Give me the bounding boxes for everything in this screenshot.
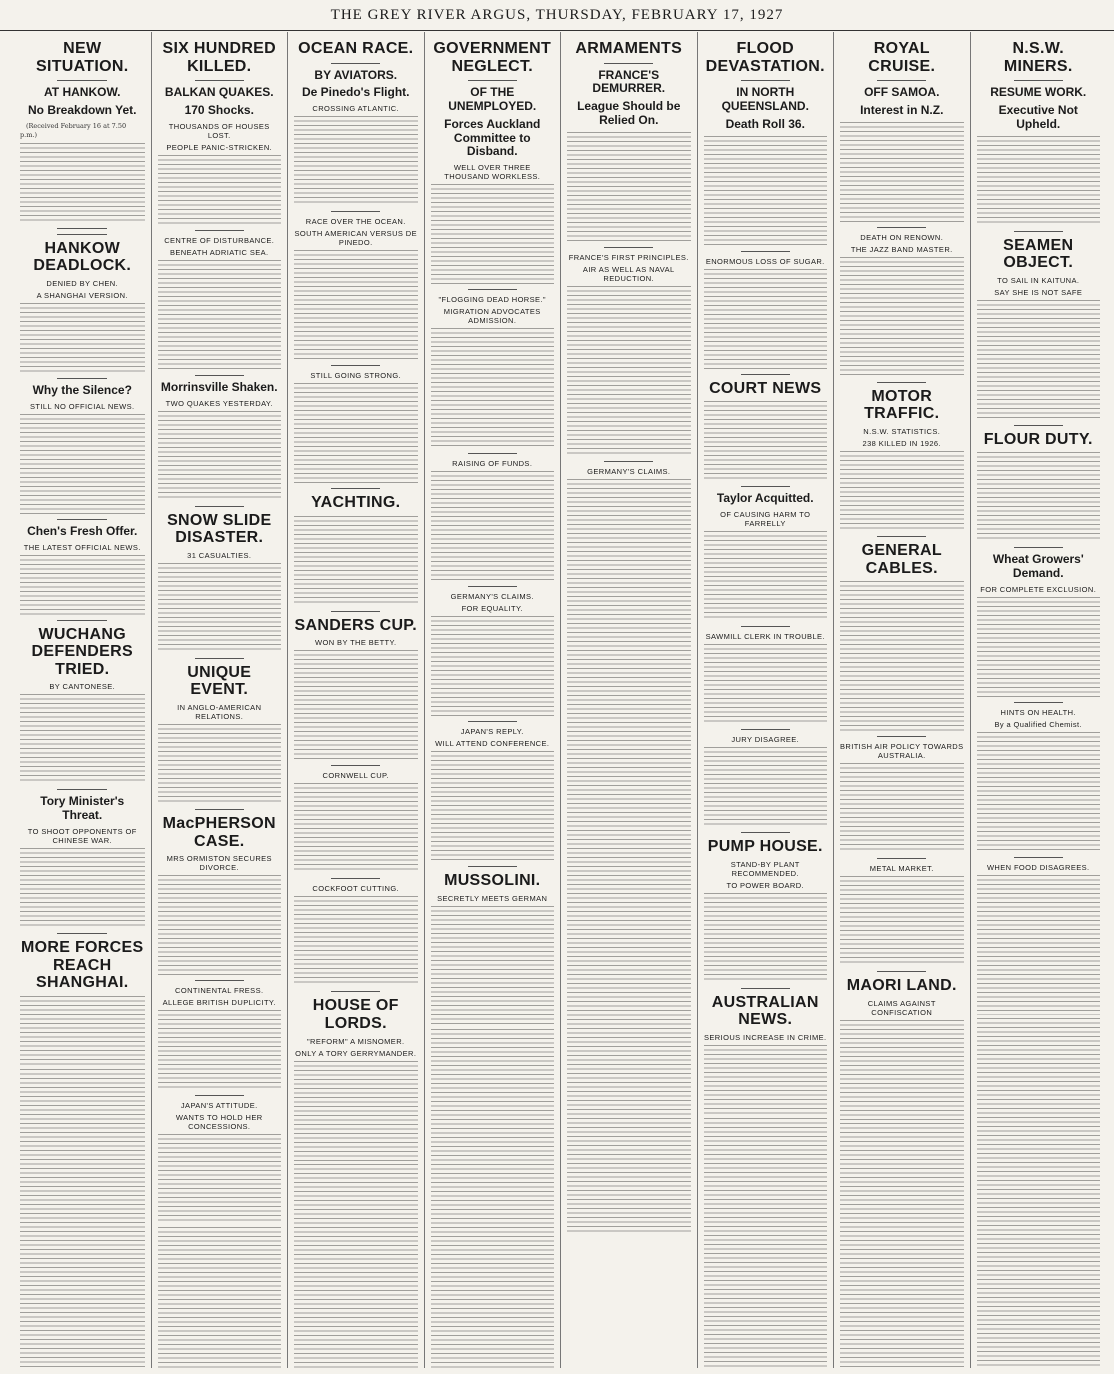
- body-text-block: [977, 875, 1101, 1015]
- body-text-block: [840, 1020, 964, 1120]
- column-subheadline: BALKAN QUAKES.: [164, 85, 274, 100]
- story-subhead: CENTRE OF DISTURBANCE.: [164, 235, 275, 245]
- divider: [195, 375, 244, 376]
- section-headline: YACHTING.: [311, 494, 401, 512]
- body-text-block: [977, 136, 1101, 226]
- story-subhead: STILL NO OFFICIAL NEWS.: [30, 401, 135, 411]
- section-headline: AUSTRALIAN NEWS.: [711, 993, 819, 1029]
- story-headline: Interest in N.Z.: [860, 102, 944, 117]
- divider: [741, 626, 790, 627]
- divider: [604, 461, 653, 462]
- story-subhead: JAPAN'S ATTITUDE.: [180, 1101, 258, 1111]
- story-headline: Executive Not Upheld.: [998, 102, 1078, 131]
- story-subhead: PEOPLE PANIC-STRICKEN.: [166, 142, 273, 152]
- story-subhead: SAY SHE IS NOT SAFE: [994, 287, 1083, 297]
- divider: [741, 832, 790, 833]
- story-subhead: "REFORM" A MISNOMER.: [307, 1036, 405, 1046]
- story-subhead: JAPAN'S REPLY.: [460, 727, 524, 737]
- divider: [195, 506, 244, 507]
- divider: [468, 586, 517, 587]
- section-headline: WUCHANG DEFENDERS TRIED.: [31, 625, 133, 678]
- column-2: [151, 32, 288, 1368]
- divider: [1014, 425, 1063, 426]
- divider: [468, 721, 517, 722]
- body-text-block: [20, 143, 145, 223]
- divider: [1014, 857, 1063, 858]
- divider: [195, 1095, 244, 1096]
- column-subheadline: OFF SAMOA.: [864, 85, 940, 100]
- story-subhead: COCKFOOT CUTTING.: [312, 884, 400, 894]
- divider: [741, 80, 790, 81]
- story-subhead: OF CAUSING HARM TO FARRELLY: [720, 509, 811, 528]
- body-text-block: [20, 414, 145, 514]
- body-text-block: [567, 132, 691, 242]
- section-headline: MOTOR TRAFFIC.: [864, 387, 940, 423]
- body-text-block: [567, 286, 691, 456]
- story-subhead: N.S.W. STATISTICS.: [863, 426, 941, 436]
- story-headline: Morrinsville Shaken.: [160, 379, 278, 394]
- divider: [1014, 547, 1063, 548]
- body-text-block: [20, 848, 145, 928]
- body-text-block: [20, 1069, 145, 1368]
- divider: [741, 251, 790, 252]
- body-text-block: [704, 269, 828, 369]
- story-subhead: BENEATH ADRIATIC SEA.: [169, 247, 269, 257]
- story-subhead: AIR AS WELL AS NAVAL REDUCTION.: [582, 264, 675, 283]
- section-headline: FLOUR DUTY.: [983, 430, 1093, 448]
- body-text-block: [20, 303, 145, 373]
- section-headline: SNOW SLIDE DISASTER.: [167, 511, 272, 547]
- body-text-block: [840, 451, 964, 531]
- body-text-block: [158, 1010, 282, 1090]
- body-text-block: [704, 531, 828, 621]
- divider: [57, 789, 107, 790]
- column-headline: FLOOD DEVASTATION.: [705, 40, 825, 75]
- divider: [1014, 80, 1063, 81]
- story-subhead: SAWMILL CLERK IN TROUBLE.: [705, 631, 825, 641]
- divider: [331, 211, 380, 212]
- column-headline: OCEAN RACE.: [298, 40, 414, 57]
- story-subhead: ONLY A TORY GERRYMANDER.: [295, 1048, 417, 1058]
- story-subhead: ALLEGE BRITISH DUPLICITY.: [162, 998, 276, 1008]
- body-text-block: [977, 732, 1101, 852]
- divider: [468, 866, 517, 867]
- body-text-block: [704, 136, 828, 246]
- divider: [57, 933, 107, 934]
- story-subhead: MIGRATION ADVOCATES ADMISSION.: [443, 307, 541, 326]
- body-text-block: [977, 452, 1101, 542]
- story-headline: De Pinedo's Flight.: [301, 85, 410, 100]
- section-headline: MacPHERSON CASE.: [162, 814, 276, 850]
- divider: [195, 809, 244, 810]
- body-text-block: [431, 751, 555, 861]
- body-text-block: [294, 1061, 418, 1161]
- story-subhead: ENORMOUS LOSS OF SUGAR.: [705, 256, 825, 266]
- column-headline: NEW SITUATION.: [36, 40, 129, 75]
- body-text-block: [840, 257, 964, 377]
- story-subhead: METAL MARKET.: [869, 864, 934, 874]
- story-subhead: FRANCE'S FIRST PRINCIPLES.: [568, 252, 689, 262]
- body-text-block: [158, 260, 282, 370]
- divider: [877, 736, 926, 737]
- story-subhead: STAND-BY PLANT RECOMMENDED.: [730, 859, 800, 878]
- story-subhead: TO POWER BOARD.: [726, 880, 805, 890]
- story-headline: No Breakdown Yet.: [28, 102, 137, 117]
- story-subhead: WON BY THE BETTY.: [315, 638, 397, 648]
- story-headline: Why the Silence?: [32, 382, 132, 397]
- story-subhead: 31 CASUALTIES.: [187, 550, 252, 560]
- body-text-block: [704, 401, 828, 481]
- body-text-block: [567, 479, 691, 629]
- body-text-block: [704, 644, 828, 724]
- divider: [57, 378, 107, 379]
- divider: [331, 488, 380, 489]
- column-headline: GOVERNMENT NEGLECT.: [433, 40, 552, 75]
- column-3: [287, 32, 424, 1368]
- body-text-block: [20, 694, 145, 784]
- story-subhead: DEATH ON RENOWN.: [860, 232, 944, 242]
- divider: [331, 991, 380, 992]
- story-subhead: CROSSING ATLANTIC.: [312, 104, 400, 114]
- body-text-block: [294, 116, 418, 206]
- story-subhead: BY CANTONESE.: [49, 682, 116, 692]
- divider: [604, 247, 653, 248]
- section-headline: MAORI LAND.: [846, 977, 957, 995]
- divider: [1014, 702, 1063, 703]
- divider: [195, 980, 244, 981]
- story-subhead: TO SAIL IN KAITUNA.: [997, 275, 1080, 285]
- divider: [57, 228, 107, 229]
- body-text-block: [567, 632, 691, 1232]
- body-text-block: [431, 184, 555, 284]
- story-subhead: TO SHOOT OPPONENTS OF CHINESE WAR.: [27, 826, 137, 845]
- body-text-block: [704, 1045, 828, 1115]
- section-headline: SEAMEN OBJECT.: [1003, 236, 1074, 272]
- body-text-block: [840, 122, 964, 222]
- divider: [741, 988, 790, 989]
- divider: [877, 971, 926, 972]
- body-text-block: [704, 893, 828, 983]
- divider: [331, 365, 380, 366]
- divider: [57, 519, 107, 520]
- story-subhead: FOR COMPLETE EXCLUSION.: [980, 584, 1097, 594]
- story-subhead: CLAIMS AGAINST CONFISCATION: [867, 998, 936, 1017]
- story-headline: 170 Shocks.: [184, 102, 254, 117]
- story-headline: Taylor Acquitted.: [716, 491, 814, 506]
- story-subhead: IN ANGLO-AMERICAN RELATIONS.: [177, 702, 262, 721]
- body-text-block: [294, 783, 418, 873]
- story-subhead: SOUTH AMERICAN VERSUS DE PINEDO.: [294, 229, 418, 248]
- story-headline: Death Roll 36.: [725, 116, 805, 131]
- column-5: [560, 32, 697, 1368]
- body-text-block: [840, 1123, 964, 1368]
- story-subhead: 238 KILLED IN 1926.: [862, 438, 941, 448]
- column-subheadline: RESUME WORK.: [990, 85, 1087, 100]
- divider: [331, 765, 380, 766]
- story-subhead: TWO QUAKES YESTERDAY.: [165, 398, 273, 408]
- story-subhead: SERIOUS INCREASE IN CRIME.: [703, 1032, 827, 1042]
- column-headline: SIX HUNDRED KILLED.: [162, 40, 277, 75]
- story-subhead: CORNWELL CUP.: [322, 771, 389, 781]
- body-text-block: [977, 597, 1101, 697]
- body-text-block: [158, 1227, 282, 1368]
- divider: [877, 858, 926, 859]
- story-headline: Forces Auckland Committee to Disband.: [444, 116, 541, 159]
- section-headline: HANKOW DEADLOCK.: [33, 239, 132, 275]
- column-1: [14, 32, 151, 1368]
- body-text-block: [158, 411, 282, 501]
- divider: [741, 486, 790, 487]
- column-subheadline: FRANCE'S DEMURRER.: [592, 67, 666, 96]
- body-text-block: [431, 328, 555, 448]
- column-subheadline: OF THE UNEMPLOYED.: [448, 85, 537, 113]
- column-subheadline: BY AVIATORS.: [314, 67, 398, 82]
- divider: [331, 63, 380, 64]
- story-subhead: GERMANY'S CLAIMS.: [587, 466, 671, 476]
- body-text-block: [294, 383, 418, 483]
- column-7: [833, 32, 970, 1368]
- divider: [877, 80, 926, 81]
- section-headline: UNIQUE EVENT.: [187, 663, 252, 699]
- section-headline: GENERAL CABLES.: [861, 541, 942, 577]
- body-text-block: [158, 155, 282, 225]
- body-text-block: [294, 516, 418, 606]
- body-text-block: [158, 563, 282, 653]
- story-subhead: WHEN FOOD DISAGREES.: [986, 862, 1090, 872]
- divider: [877, 227, 926, 228]
- story-subhead: HINTS ON HEALTH.: [1000, 707, 1076, 717]
- story-subhead: STILL GOING STRONG.: [310, 371, 402, 381]
- story-subhead: MRS ORMISTON SECURES DIVORCE.: [166, 854, 272, 873]
- column-headline: ARMAMENTS: [575, 40, 683, 57]
- section-headline: MORE FORCES REACH SHANGHAI.: [21, 938, 144, 992]
- body-text-block: [840, 876, 964, 966]
- body-text-block: [431, 906, 555, 1026]
- body-text-block: [977, 1018, 1101, 1368]
- divider: [468, 80, 517, 81]
- story-subhead: A SHANGHAI VERSION.: [36, 290, 128, 300]
- story-subhead: CONTINENTAL FRESS.: [175, 986, 264, 996]
- body-text-block: [840, 581, 964, 731]
- body-text-block: [294, 650, 418, 760]
- section-headline: MUSSOLINI.: [444, 872, 541, 890]
- body-text-block: [431, 471, 555, 581]
- divider: [57, 80, 107, 81]
- divider: [877, 382, 926, 383]
- divider: [468, 453, 517, 454]
- section-headline: COURT NEWS: [709, 379, 822, 397]
- story-subhead: THOUSANDS OF HOUSES LOST.: [168, 121, 270, 140]
- story-headline: League Should be Relied On.: [577, 99, 681, 127]
- story-subhead: BRITISH AIR POLICY TOWARDS AUSTRALIA.: [840, 742, 964, 761]
- column-headline: ROYAL CRUISE.: [868, 40, 936, 75]
- divider: [741, 729, 790, 730]
- divider: [741, 374, 790, 375]
- body-text-block: [704, 1118, 828, 1368]
- body-text-block: [294, 1164, 418, 1368]
- story-headline: Chen's Fresh Offer.: [27, 523, 138, 538]
- story-subhead: FOR EQUALITY.: [461, 604, 523, 614]
- body-text-block: [431, 616, 555, 716]
- divider: [57, 234, 107, 235]
- column-8: [970, 32, 1107, 1368]
- columns-container: [14, 32, 1106, 1368]
- story-subhead: GERMANY'S CLAIMS.: [450, 592, 534, 602]
- story-subhead: WILL ATTEND CONFERENCE.: [435, 739, 550, 749]
- body-text-block: [158, 875, 282, 975]
- masthead: [0, 0, 1114, 31]
- body-text-block: [294, 250, 418, 360]
- divider: [195, 658, 244, 659]
- divider: [604, 63, 653, 64]
- story-subhead: THE JAZZ BAND MASTER.: [850, 244, 953, 254]
- column-6: [697, 32, 834, 1368]
- body-text-block: [977, 300, 1101, 420]
- divider: [1014, 231, 1063, 232]
- story-headline: Wheat Growers' Demand.: [992, 552, 1084, 581]
- section-headline: HOUSE OF LORDS.: [312, 997, 399, 1032]
- story-subhead: RAISING OF FUNDS.: [452, 459, 533, 469]
- divider: [195, 230, 244, 231]
- body-text-block: [431, 1029, 555, 1368]
- body-text-block: [20, 555, 145, 615]
- story-subhead: JURY DISAGREE.: [731, 734, 800, 744]
- story-subhead: By a Qualified Chemist.: [994, 719, 1083, 729]
- body-text-block: [158, 724, 282, 804]
- story-subhead: WELL OVER THREE THOUSAND WORKLESS.: [444, 163, 541, 182]
- dateline: (Received February 16 at 7.50 p.m.): [20, 121, 127, 139]
- column-subheadline: AT HANKOW.: [44, 85, 121, 100]
- divider: [331, 611, 380, 612]
- body-text-block: [840, 763, 964, 853]
- story-subhead: SECRETLY MEETS GERMAN: [437, 893, 548, 903]
- column-4: [424, 32, 561, 1368]
- body-text-block: [704, 747, 828, 827]
- section-headline: SANDERS CUP.: [294, 616, 417, 634]
- column-headline: N.S.W. MINERS.: [1003, 40, 1073, 75]
- story-subhead: THE LATEST OFFICIAL NEWS.: [23, 542, 141, 552]
- divider: [468, 289, 517, 290]
- body-text-block: [158, 1134, 282, 1224]
- divider: [877, 536, 926, 537]
- story-subhead: DENIED BY CHEN.: [46, 278, 119, 288]
- divider: [331, 878, 380, 879]
- body-text-block: [20, 996, 145, 1066]
- divider: [57, 620, 107, 621]
- section-headline: PUMP HOUSE.: [707, 837, 823, 855]
- story-headline: Tory Minister's Threat.: [40, 794, 125, 823]
- story-subhead: "FLOGGING DEAD HORSE.": [438, 295, 546, 305]
- column-subheadline: IN NORTH QUEENSLAND.: [721, 85, 809, 113]
- divider: [195, 80, 244, 81]
- masthead-title: THE GREY RIVER ARGUS, THURSDAY, FEBRUARY 17, 1927: [330, 6, 784, 23]
- body-text-block: [294, 896, 418, 986]
- story-subhead: WANTS TO HOLD HER CONCESSIONS.: [175, 1113, 263, 1132]
- story-subhead: RACE OVER THE OCEAN.: [305, 217, 406, 227]
